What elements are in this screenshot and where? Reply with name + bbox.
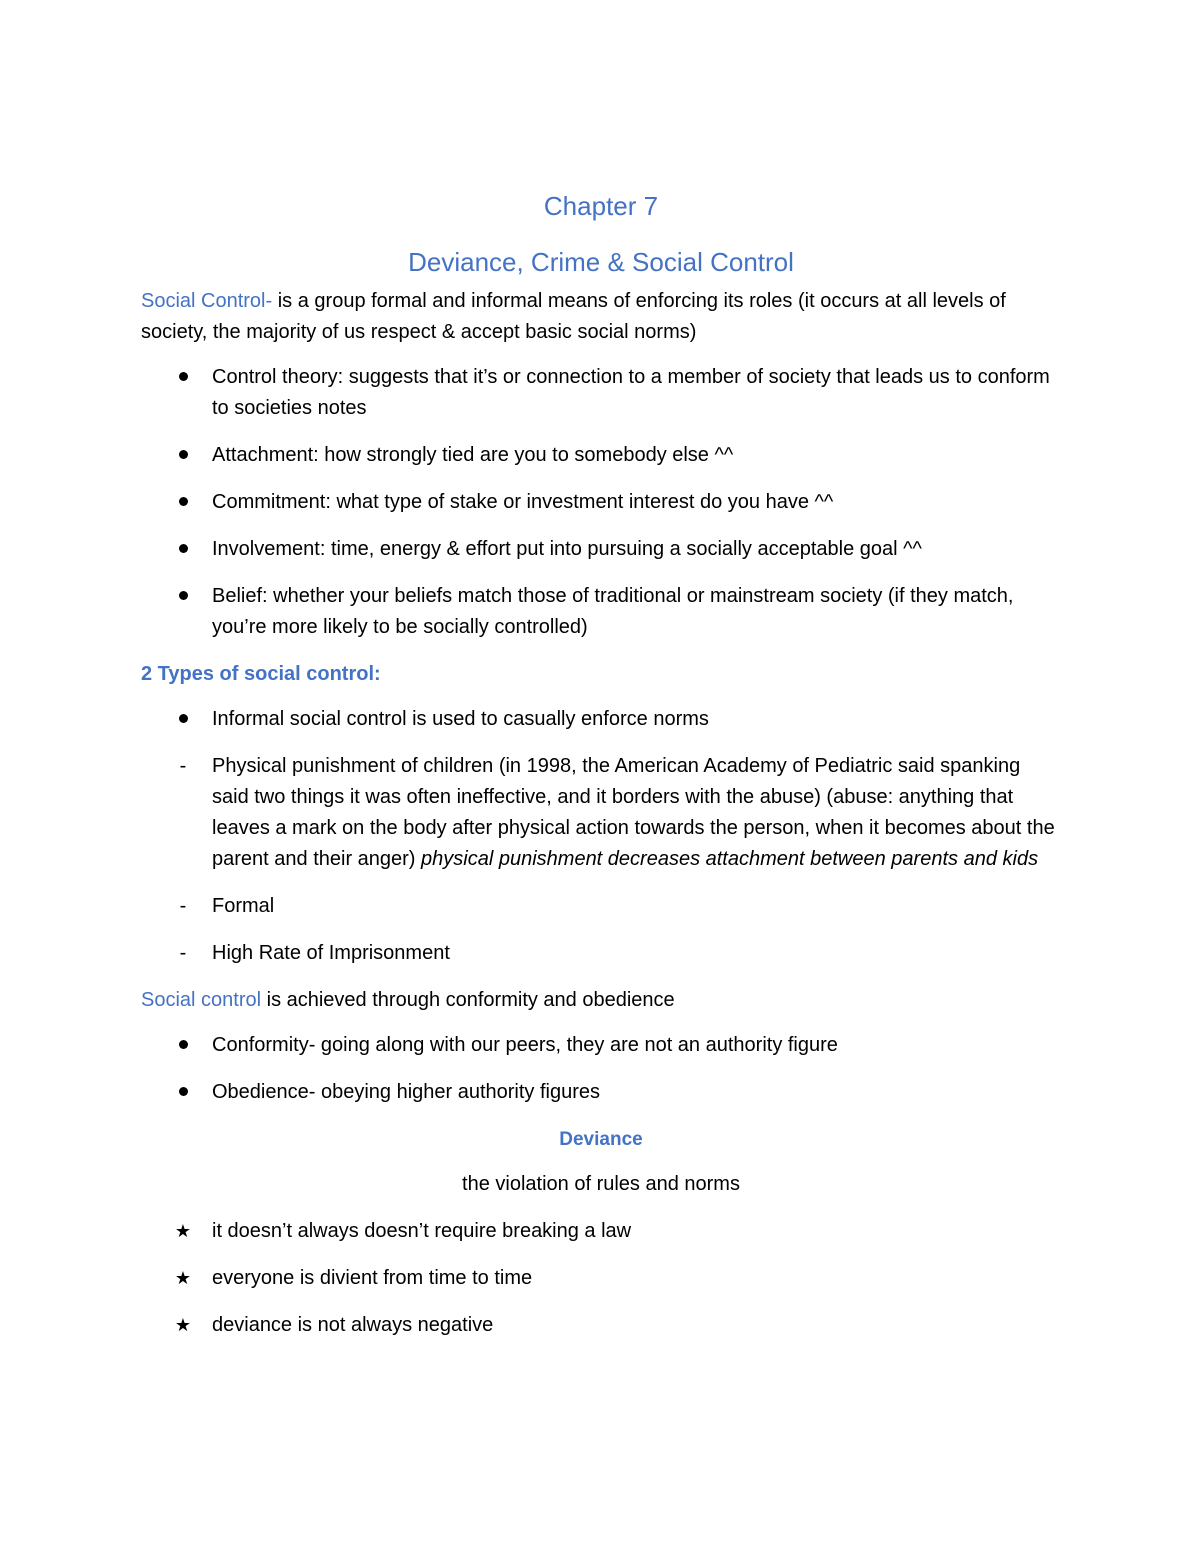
list-item <box>141 534 1061 565</box>
list-item <box>141 704 1061 735</box>
list-item <box>141 440 1061 471</box>
list-item-text: Belief: whether your beliefs match those of traditional or mainstream society (if they match, you’re more likely to be socially controlled) <box>212 585 1014 638</box>
list-item <box>141 938 1061 969</box>
list-item <box>141 1077 1061 1108</box>
list-item <box>141 1216 1061 1247</box>
list-item-text: deviance is not always negative <box>212 1314 494 1336</box>
bullet-icon <box>171 1030 195 1061</box>
list-item-text: Involvement: time, energy & effort put into pursuing a socially acceptable goal ^^ <box>212 538 922 560</box>
list-item <box>141 362 1061 424</box>
list-item-text: Control theory: suggests that it’s or connection to a member of society that leads us to conform to societies notes <box>212 366 1050 419</box>
achieved-text: is achieved through conformity and obedience <box>261 989 675 1011</box>
list-item-text: Physical punishment of children (in 1998, the American Academy of Pediatric said spanking said two things it was often ineffective, and it borders with the abuse) (abuse: anything that leaves a mark on the body after physical action towards the person, when it becomes about the parent and their anger) <box>212 755 1055 870</box>
deviance-list <box>141 1216 1061 1341</box>
dash-icon: - <box>179 942 187 964</box>
bullet-icon <box>171 362 195 393</box>
bullet-icon <box>171 534 195 565</box>
list-item-text: High Rate of Imprisonment <box>212 942 450 964</box>
achieved-list <box>141 1030 1061 1108</box>
types-list <box>141 704 1061 969</box>
intro-text: is a group formal and informal means of enforcing its roles (it occurs at all levels of society, the majority of us respect & accept basic social norms) <box>141 290 1006 343</box>
intro-term: Social Control- <box>141 290 273 312</box>
list-item <box>141 891 1061 922</box>
dash-icon: - <box>179 755 187 777</box>
list-item-text: Obedience- obeying higher authority figures <box>212 1081 601 1103</box>
dash-icon: - <box>179 895 187 917</box>
document-content <box>141 188 1061 1357</box>
list-item-italic: physical punishment decreases attachment between parents and kids <box>421 848 1039 870</box>
list-item-text: Formal <box>212 895 275 917</box>
deviance-heading: Deviance <box>559 1129 643 1150</box>
bullet-icon <box>171 1077 195 1108</box>
bullet-icon <box>171 704 195 735</box>
achieved-term: Social control <box>141 989 262 1011</box>
list-item-text: Informal social control is used to casually enforce norms <box>212 708 709 730</box>
list-item <box>141 1030 1061 1061</box>
star-icon: ★ <box>174 1268 192 1288</box>
types-heading: 2 Types of social control: <box>141 663 381 685</box>
list-item <box>141 581 1061 643</box>
bullet-icon <box>171 440 195 471</box>
deviance-definition: the violation of rules and norms <box>462 1173 740 1195</box>
list-item-text: Attachment: how strongly tied are you to somebody else ^^ <box>212 444 734 466</box>
list-item-text: everyone is divient from time to time <box>212 1267 533 1289</box>
theory-list <box>141 362 1061 643</box>
list-item <box>141 1263 1061 1294</box>
list-item-text: Conformity- going along with our peers, they are not an authority figure <box>212 1034 838 1056</box>
list-item-text: Commitment: what type of stake or investment interest do you have ^^ <box>212 491 834 513</box>
achieved-paragraph <box>141 985 1061 1016</box>
chapter-heading: Chapter 7 <box>543 191 659 221</box>
list-item <box>141 487 1061 518</box>
page-title: Deviance, Crime & Social Control <box>408 247 794 277</box>
star-icon: ★ <box>174 1221 192 1241</box>
star-icon: ★ <box>174 1315 192 1335</box>
intro-paragraph <box>141 286 1061 348</box>
list-item <box>141 751 1061 875</box>
bullet-icon <box>171 581 195 612</box>
bullet-icon <box>171 487 195 518</box>
list-item <box>141 1310 1061 1341</box>
list-item-text: it doesn’t always doesn’t require breaking a law <box>212 1220 632 1242</box>
